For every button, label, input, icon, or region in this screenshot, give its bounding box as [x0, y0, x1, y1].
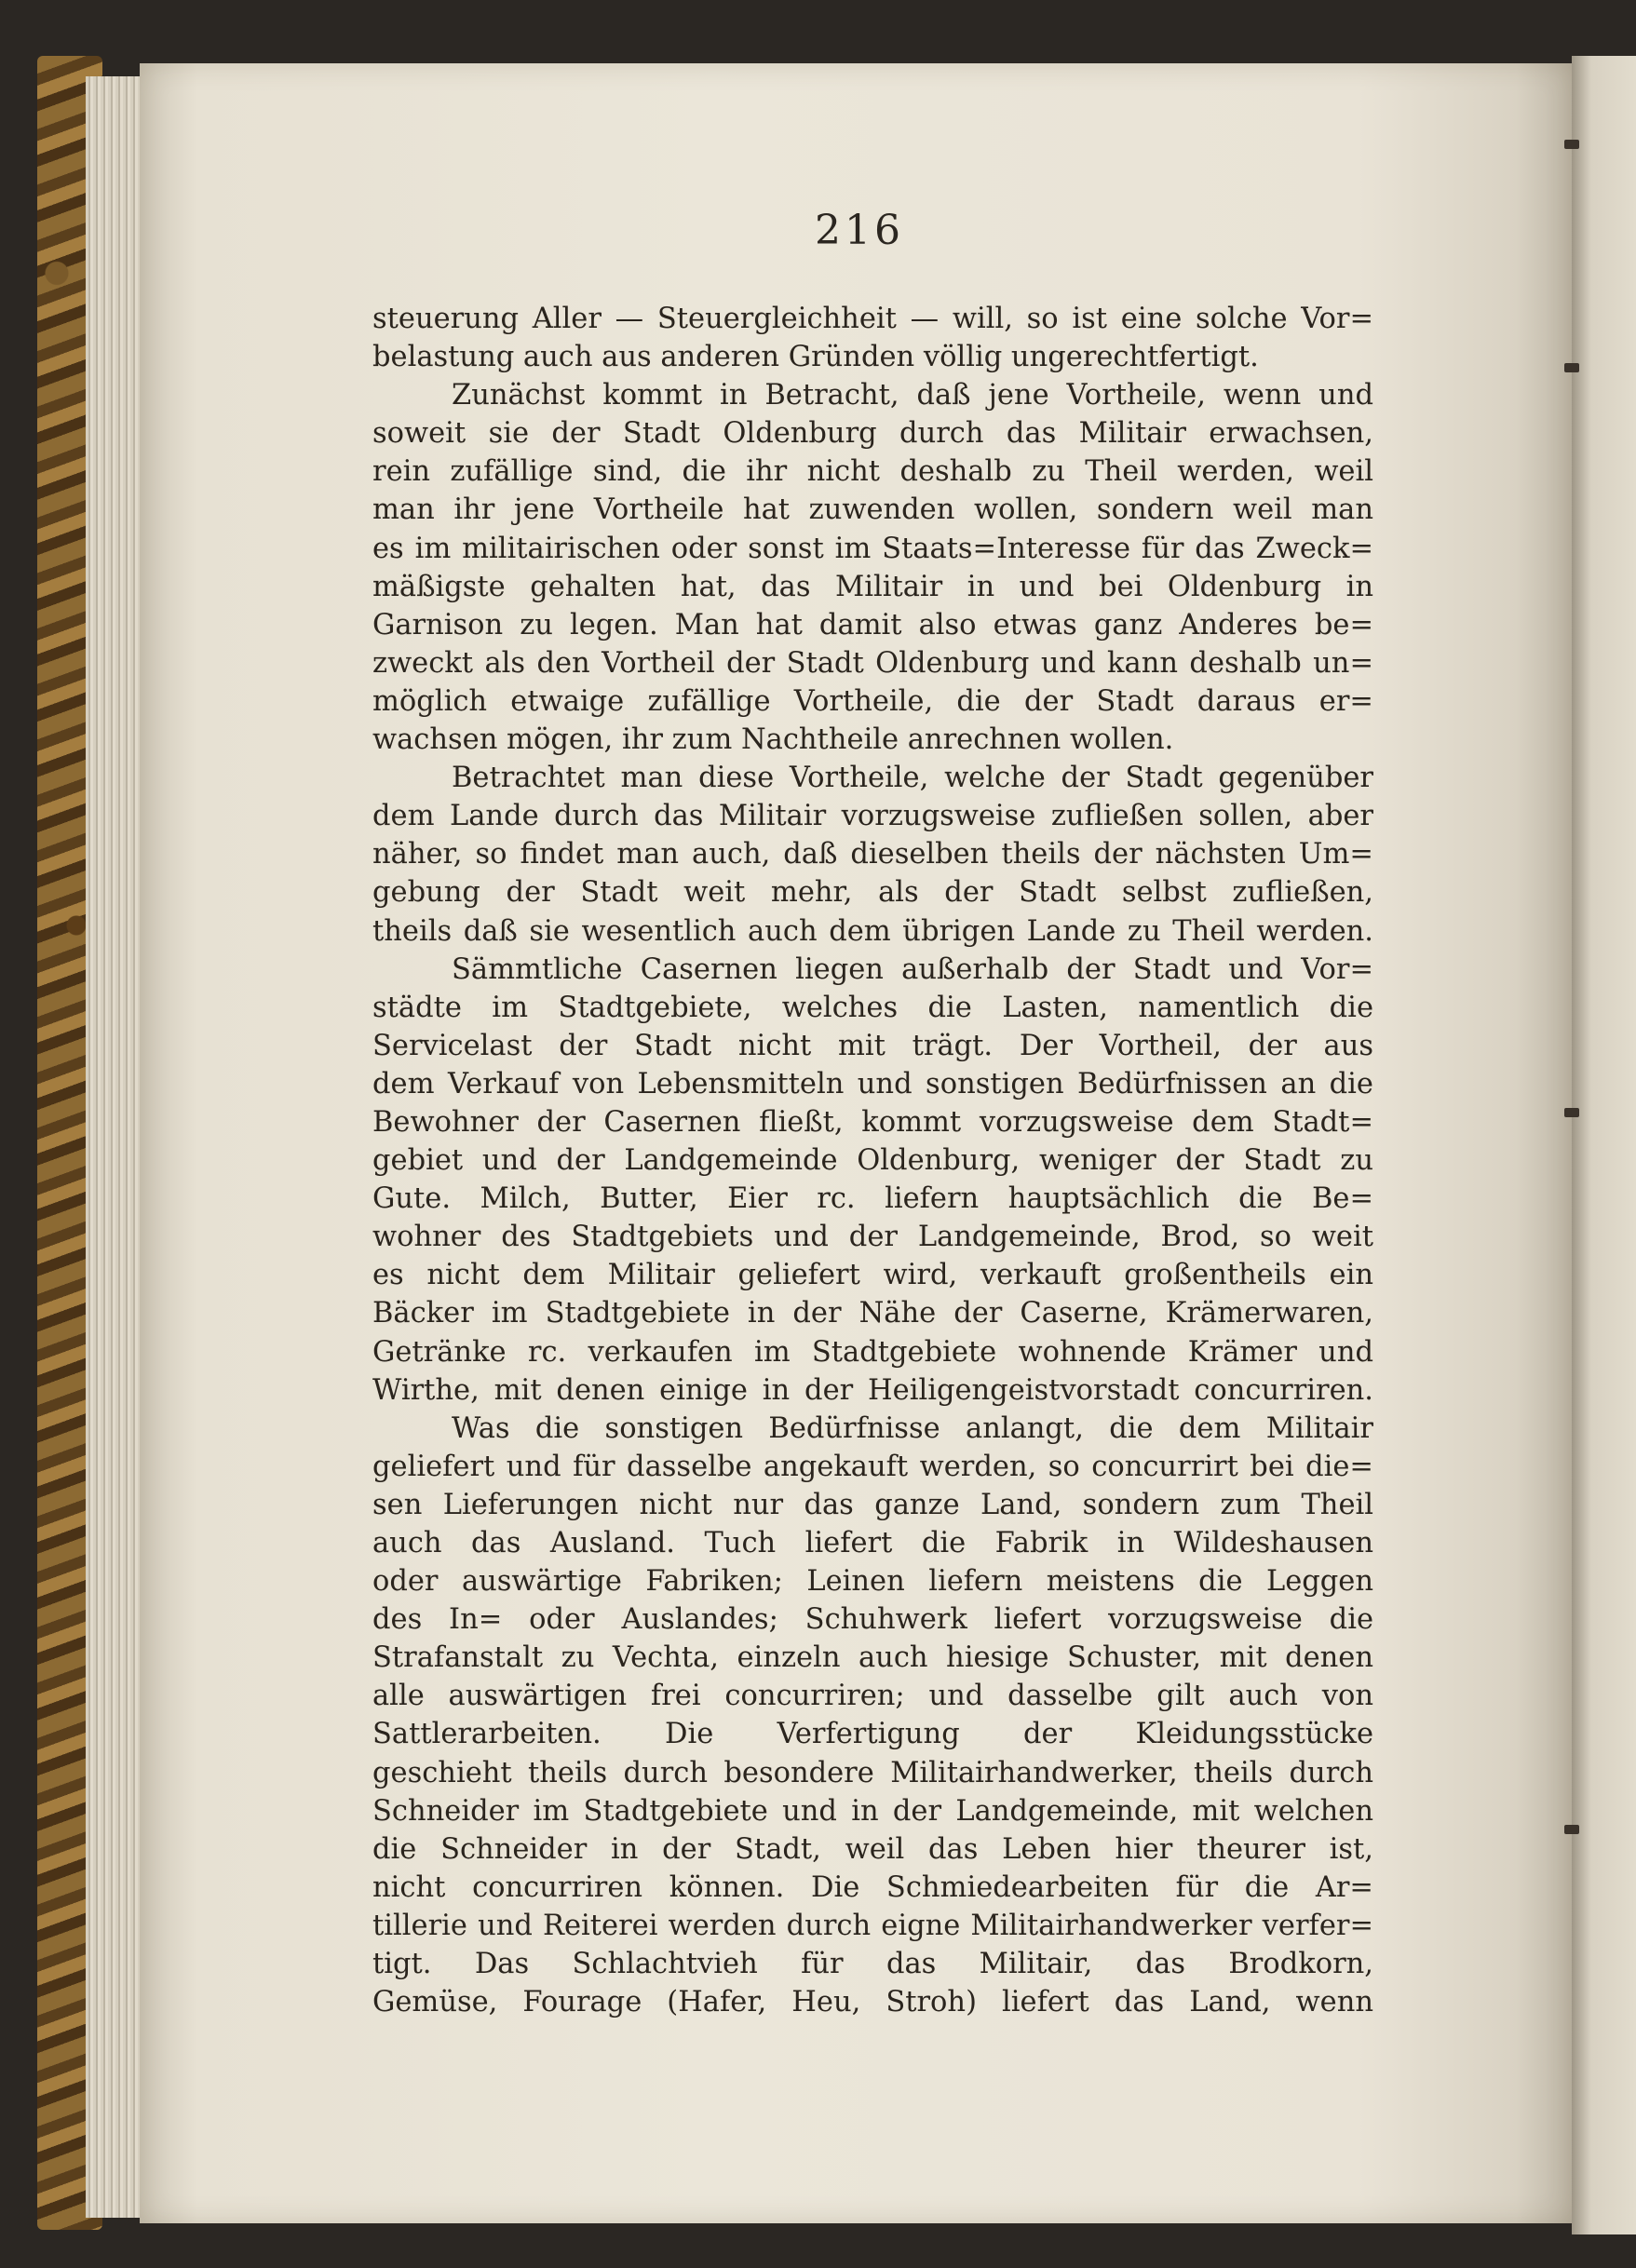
- text-line: des In= oder Auslandes; Schuhwerk liefert vorzugsweise die: [372, 1603, 1373, 1637]
- text-line: Zunächst kommt in Betracht, daß jene Vortheile, wenn und: [452, 379, 1373, 412]
- text-line: es im militairischen oder sonst im Staats=Interesse für das Zweck=: [372, 532, 1373, 565]
- text-line: belastung auch aus anderen Gründen völlig ungerechtfertigt.: [372, 341, 1259, 374]
- text-line: tigt. Das Schlachtvieh für das Militair, das Brodkorn,: [372, 1948, 1373, 1981]
- text-line: rein zufällige sind, die ihr nicht deshalb zu Theil werden, weil: [372, 455, 1373, 489]
- text-line: man ihr jene Vortheile hat zuwenden wollen, sondern weil man: [372, 493, 1373, 527]
- text-line: näher, so findet man auch, daß dieselben theils der nächsten Um=: [372, 838, 1373, 871]
- text-line: Bewohner der Casernen fließt, kommt vorzugsweise dem Stadt=: [372, 1105, 1373, 1139]
- text-line: nicht concurriren können. Die Schmiedearbeiten für die Ar=: [372, 1870, 1373, 1904]
- text-line: städte im Stadtgebiete, welches die Lasten, namentlich die: [372, 991, 1373, 1024]
- binding-mark: [1564, 1108, 1579, 1117]
- text-line: Gute. Milch, Butter, Eier rc. liefern hauptsächlich die Be=: [372, 1182, 1373, 1216]
- binding-mark: [1564, 363, 1579, 372]
- text-line: Sattlerarbeiten. Die Verfertigung der Kleidungsstücke: [372, 1718, 1373, 1751]
- text-line: geliefert und für dasselbe angekauft werden, so concurrirt bei die=: [372, 1450, 1373, 1483]
- text-line: zweckt als den Vortheil der Stadt Oldenburg und kann deshalb un=: [372, 646, 1373, 680]
- text-line: Getränke rc. verkaufen im Stadtgebiete wohnende Krämer und: [372, 1335, 1373, 1369]
- text-line: tillerie und Reiterei werden durch eigne Militairhandwerker verfer=: [372, 1909, 1373, 1942]
- text-line: mäßigste gehalten hat, das Militair in und bei Oldenburg in: [372, 570, 1373, 603]
- binding-mark: [1564, 1825, 1579, 1834]
- text-line: gebung der Stadt weit mehr, als der Stadt selbst zufließen,: [372, 876, 1373, 910]
- text-line: wohner des Stadtgebiets und der Landgemeinde, Brod, so weit: [372, 1221, 1373, 1254]
- text-line: Wirthe, mit denen einige in der Heiligengeistvorstadt concurriren.: [372, 1373, 1373, 1407]
- text-line: Betrachtet man diese Vortheile, welche der Stadt gegenüber: [452, 762, 1373, 795]
- text-line: auch das Ausland. Tuch liefert die Fabrik in Wildeshausen: [372, 1527, 1373, 1559]
- text-line: die Schneider in der Stadt, weil das Leben hier theurer ist,: [372, 1832, 1373, 1866]
- text-line: theils daß sie wesentlich auch dem übrigen Lande zu Theil werden.: [372, 914, 1373, 948]
- text-line: Sämmtliche Casernen liegen außerhalb der Stadt und Vor=: [452, 952, 1373, 986]
- text-line: möglich etwaige zufällige Vortheile, die der Stadt daraus er=: [372, 684, 1373, 718]
- page-number: 216: [815, 207, 904, 254]
- text-line: dem Verkauf von Lebensmitteln und sonstigen Bedürfnissen an die: [372, 1067, 1373, 1100]
- text-line: gebiet und der Landgemeinde Oldenburg, weniger der Stadt zu: [372, 1144, 1373, 1178]
- text-line: Was die sonstigen Bedürfnisse anlangt, die dem Militair: [452, 1411, 1373, 1445]
- text-line: Bäcker im Stadtgebiete in der Nähe der Caserne, Krämerwaren,: [372, 1297, 1373, 1330]
- text-line: geschieht theils durch besondere Militairhandwerker, theils durch: [372, 1756, 1373, 1789]
- text-line: dem Lande durch das Militair vorzugsweise zufließen sollen, aber: [372, 800, 1373, 833]
- text-line: alle auswärtigen frei concurriren; und dasselbe gilt auch von: [372, 1680, 1373, 1713]
- text-line: sen Lieferungen nicht nur das ganze Land, sondern zum Theil: [372, 1488, 1373, 1521]
- text-line: Garnison zu legen. Man hat damit also etwas ganz Anderes be=: [372, 608, 1373, 641]
- text-line: Strafanstalt zu Vechta, einzeln auch hiesige Schuster, mit denen: [372, 1641, 1373, 1675]
- body-text: [372, 300, 1373, 2021]
- binding-mark: [1564, 140, 1579, 149]
- text-line: soweit sie der Stadt Oldenburg durch das Militair erwachsen,: [372, 417, 1373, 451]
- text-line: Gemüse, Fourage (Hafer, Heu, Stroh) liefert das Land, wenn: [372, 1986, 1373, 2019]
- opposite-page-edge: [1572, 56, 1636, 2234]
- text-line: Schneider im Stadtgebiete und in der Landgemeinde, mit welchen: [372, 1794, 1373, 1828]
- text-line: steuerung Aller — Steuergleichheit — will, so ist eine solche Vor=: [372, 303, 1373, 335]
- text-line: Servicelast der Stadt nicht mit trägt. Der Vortheil, der aus: [372, 1029, 1373, 1062]
- text-line: es nicht dem Militair geliefert wird, verkauft großentheils ein: [372, 1259, 1373, 1292]
- text-line: wachsen mögen, ihr zum Nachtheile anrechnen wollen.: [372, 723, 1174, 757]
- text-line: oder auswärtige Fabriken; Leinen liefern meistens die Leggen: [372, 1565, 1373, 1599]
